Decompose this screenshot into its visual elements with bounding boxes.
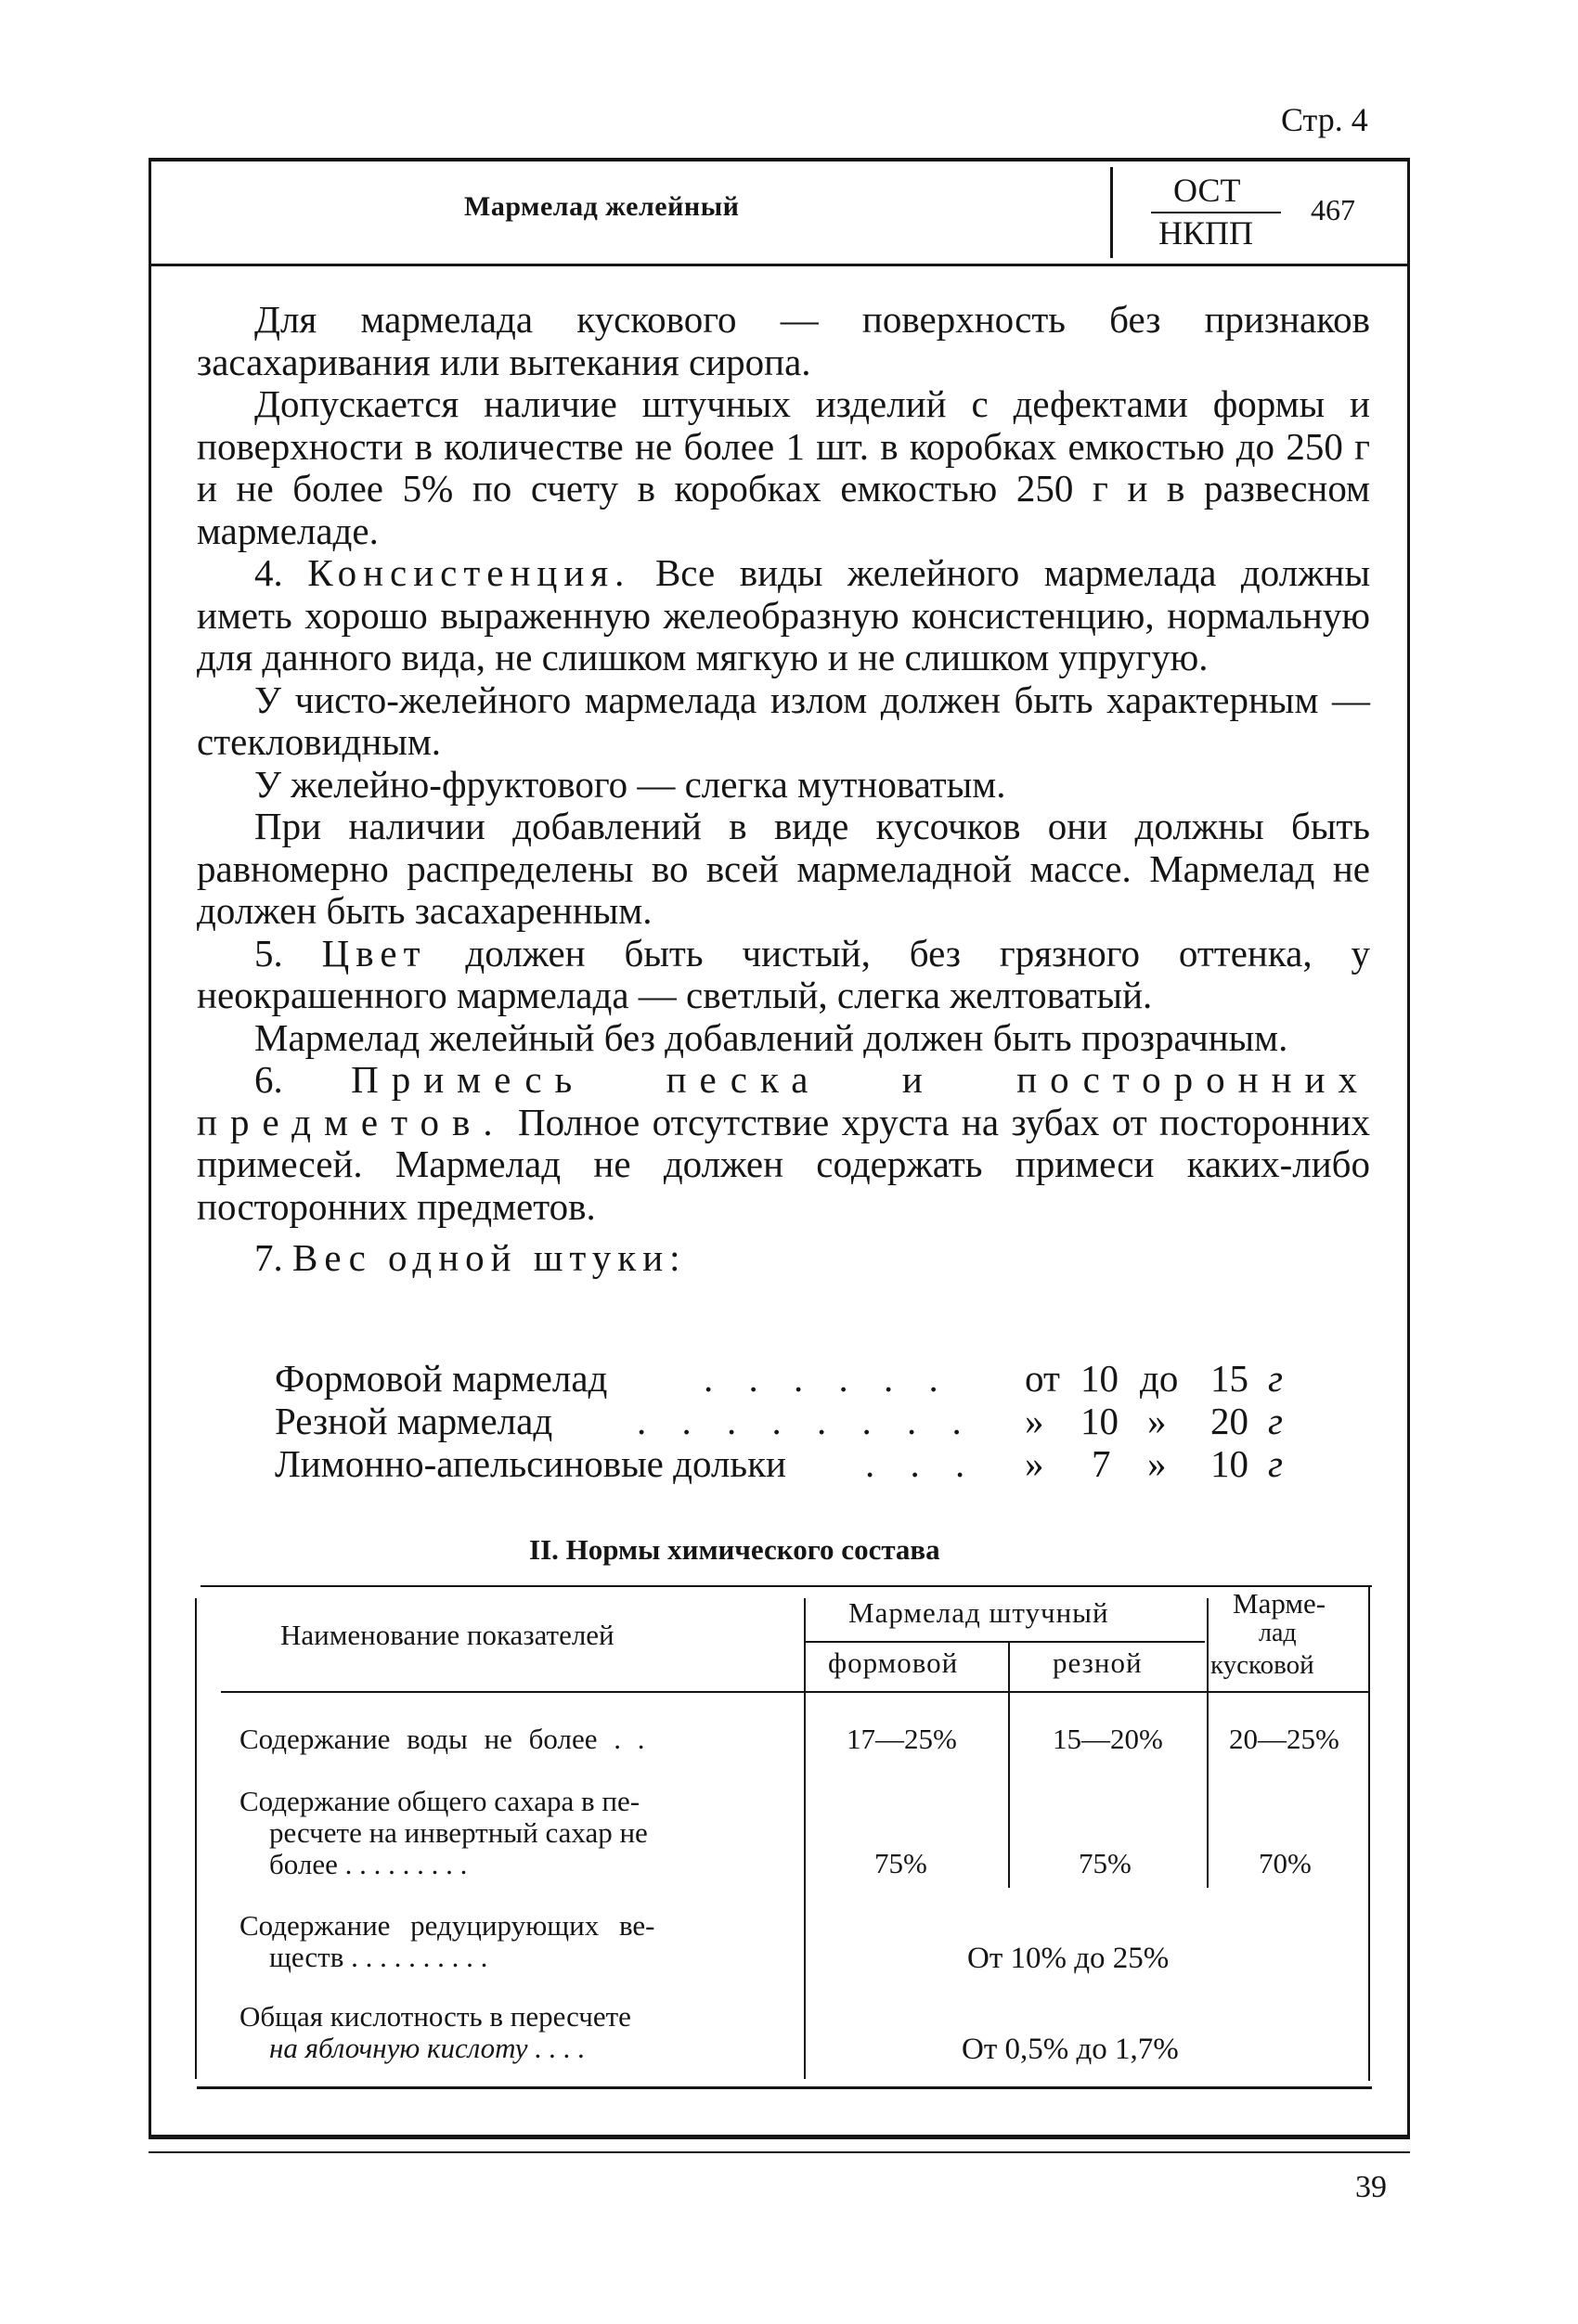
table-cell-span: От 10% до 25%: [967, 1942, 1170, 1975]
weights-list: [275, 1357, 1314, 1485]
row-label: на яблочную кислоту . . . .: [269, 2032, 586, 2064]
paragraph: [197, 1237, 1370, 1280]
column-header: формовой: [828, 1646, 959, 1679]
document-title: Мармелад желейный: [464, 191, 740, 222]
paragraph: [197, 933, 1370, 1017]
list-item: [275, 1442, 1314, 1485]
range-mid: до: [1140, 1357, 1179, 1400]
top-rule: [149, 158, 1410, 161]
header-bottom-rule: [149, 264, 1410, 266]
ost-label: ОСТ: [1173, 172, 1241, 209]
table-top-rule: [200, 1585, 1372, 1587]
leader-dots: . . . . . . . .: [637, 1400, 975, 1442]
range-unit: г: [1268, 1442, 1283, 1485]
section-title: II. Нормы химического состава: [529, 1533, 940, 1566]
range-from: 10: [1080, 1357, 1119, 1400]
leader-dots: . . .: [865, 1442, 978, 1485]
row-label: Содержание воды не более . .: [239, 1723, 645, 1755]
table-cell: 70%: [1259, 1847, 1312, 1879]
column-header: Наименование показателей: [280, 1619, 614, 1651]
bottom-rule: [149, 2135, 1410, 2139]
paragraph: У чисто-желейного мармелада излом должен быть характерным — стекловидным.: [197, 678, 1370, 763]
item-heading: Примесь песка и посторонних предметов.: [197, 1058, 1370, 1143]
column-header-line: кусковой: [1210, 1650, 1314, 1680]
ost-number: 467: [1311, 193, 1355, 226]
range-prefix: от: [1025, 1357, 1060, 1400]
list-item: [275, 1400, 1314, 1442]
range-from: 10: [1080, 1400, 1119, 1442]
row-label: ществ . . . . . . . . . .: [269, 1941, 488, 1973]
bottom-rule-thin: [149, 2151, 1410, 2153]
body-text: [197, 299, 1370, 1280]
item-heading: Консистенция.: [307, 551, 631, 594]
column-header-line: лад: [1259, 1619, 1297, 1647]
column-header-line: Марме-: [1233, 1587, 1326, 1620]
range-prefix: »: [1025, 1442, 1044, 1485]
paragraph: Мармелад желейный без добавлений должен быть прозрачным.: [254, 1015, 1288, 1059]
item-number: 5.: [254, 931, 283, 975]
table-cell: 20—25%: [1229, 1723, 1339, 1755]
weight-item-name: Резной мармелад: [275, 1400, 553, 1442]
table-cell: 75%: [874, 1847, 927, 1879]
paragraph: Для мармелада кускового — поверхность без признаков засахаривания или вытекания сиропа.: [197, 298, 1370, 383]
range-mid: »: [1147, 1400, 1167, 1442]
table-col-divider: [1008, 1641, 1010, 1888]
table-col-divider: [1207, 1598, 1209, 1888]
leader-dots: . . . . . .: [704, 1357, 951, 1400]
row-label: Содержание общего сахара в пе-: [239, 1785, 640, 1817]
item-heading: Цвет: [321, 931, 427, 975]
table-left-border: [195, 1598, 197, 2079]
table-col-divider: [804, 1598, 806, 2079]
weight-item-name: Лимонно-апельсиновые дольки: [275, 1442, 786, 1485]
item-text: должен быть чистый, без грязного оттенка, у неокрашенного мармелада — светлый, слегка желтоватый.: [197, 931, 1370, 1016]
nkpp-label: НКПП: [1158, 214, 1254, 252]
range-mid: »: [1147, 1442, 1167, 1485]
range-unit: г: [1268, 1400, 1283, 1442]
item-text: Все виды желейного мармелада должны иметь хорошо выраженную желеобразную консистенцию, нормальную для данного вида, не слишком мягкую и не слишком упругую.: [197, 551, 1371, 678]
header-divider: [1110, 167, 1113, 258]
weight-item-name: Формовой мармелад: [275, 1357, 608, 1400]
table-cell: 75%: [1079, 1847, 1132, 1879]
list-item: [275, 1357, 1314, 1400]
column-header: резной: [1053, 1646, 1143, 1679]
row-label: более . . . . . . . . .: [269, 1848, 468, 1880]
table-header-rule: [221, 1691, 1370, 1693]
row-label: Содержание редуцирующих ве-: [239, 1909, 655, 1942]
item-heading: Вес одной штуки:: [292, 1236, 687, 1279]
page-label: Стр. 4: [1281, 101, 1368, 138]
frame-right-rule: [1407, 158, 1410, 2135]
range-from: 7: [1092, 1442, 1111, 1485]
paragraph: Допускается наличие штучных изделий с дефектами формы и поверхности в количестве не более 1 шт. в коробках емкостью до 250 г и не более 5% по счету в коробках емкостью 250 г и в развесном мармеладе.: [197, 382, 1370, 552]
table-cell-span: От 0,5% до 1,7%: [962, 2033, 1179, 2066]
range-to: 10: [1210, 1442, 1248, 1485]
footer-page-number: 39: [1355, 2170, 1387, 2204]
table-bottom-rule: [197, 2086, 1372, 2089]
range-to: 20: [1210, 1400, 1248, 1442]
paragraph: [197, 1059, 1370, 1228]
range-to: 15: [1210, 1357, 1248, 1400]
group-header-rule: [806, 1641, 1205, 1643]
item-number: 7.: [254, 1236, 283, 1279]
item-text: Полное отсутствие хруста на зубах от посторонних примесей. Мармелад не должен содержать примеси каких-либо посторонних предметов.: [197, 1100, 1370, 1228]
range-prefix: »: [1025, 1400, 1044, 1442]
paragraph: У желейно-фруктового — слегка мутноватым.: [254, 762, 1006, 806]
frame-left-rule: [149, 158, 151, 2135]
paragraph: [197, 552, 1370, 679]
row-label: ресчете на инвертный сахар не: [269, 1816, 648, 1849]
table-right-border: [1368, 1587, 1370, 2081]
table-cell: 15—20%: [1053, 1723, 1163, 1755]
item-number: 4.: [254, 551, 283, 594]
paragraph: При наличии добавлений в виде кусочков они должны быть равномерно распределены во всей мармеладной массе. Мармелад не должен быть засахаренным.: [197, 805, 1370, 932]
table-cell: 17—25%: [847, 1723, 957, 1755]
column-group-header: Мармелад штучный: [848, 1596, 1109, 1629]
row-label: Общая кислотность в пересчете: [239, 2000, 631, 2033]
item-number: 6.: [254, 1058, 283, 1101]
range-unit: г: [1268, 1357, 1283, 1400]
